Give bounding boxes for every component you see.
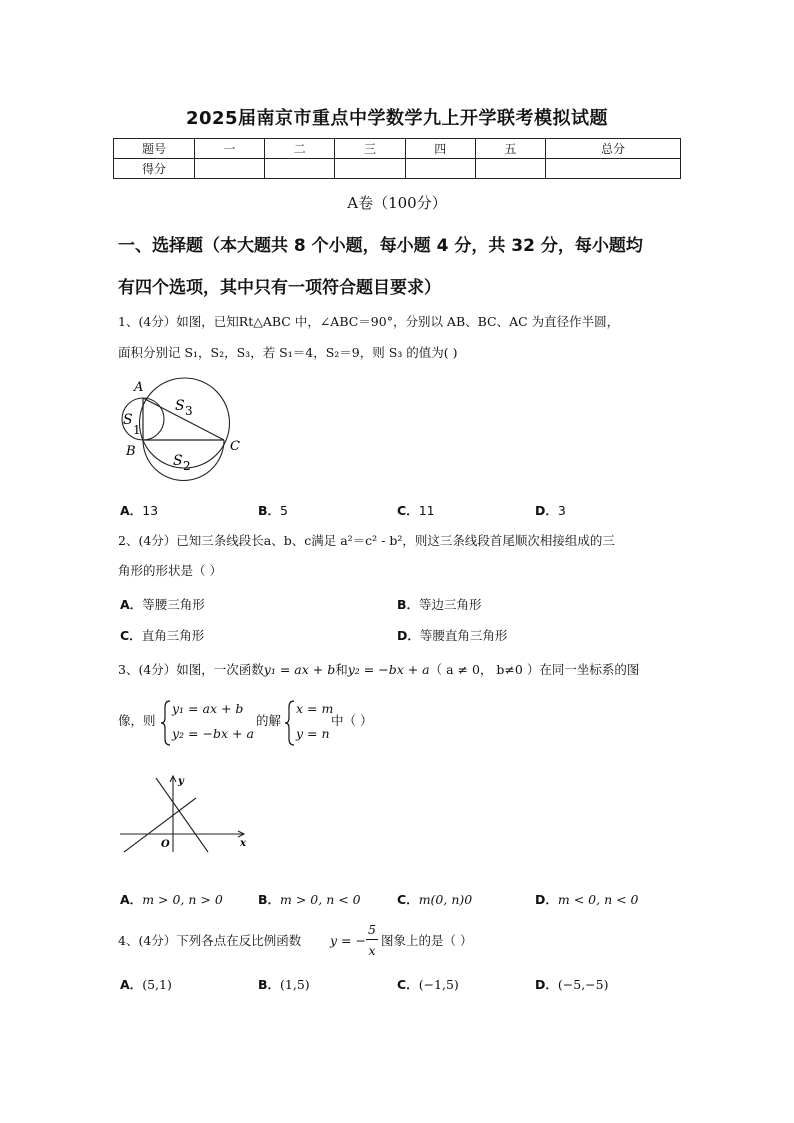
q4-fraction-bar — [366, 939, 378, 940]
q3-figure — [116, 772, 256, 856]
section-heading-line2: 有四个选项，其中只有一项符合题目要求） — [118, 278, 441, 298]
option-label: B． — [258, 977, 281, 992]
brace-icon — [284, 699, 296, 747]
option-text: m(0, n)0 — [418, 892, 473, 907]
score-header-cell: 五 — [475, 139, 545, 159]
option-text: 直角三角形 — [141, 628, 205, 643]
option-label: D． — [535, 892, 558, 907]
option-label: B． — [397, 597, 420, 612]
option-text: 13 — [142, 503, 159, 518]
option-text: 5 — [280, 503, 288, 518]
page-title: 2025届南京市重点中学数学九上开学联考模拟试题 — [185, 108, 609, 129]
axis-label-x: x — [240, 838, 246, 849]
q4-function-lhs: y = − — [330, 933, 366, 948]
label-s2: S — [173, 453, 183, 469]
volume-heading: A卷（100分） — [347, 194, 447, 212]
option-label: D． — [535, 977, 558, 992]
score-header-cell: 题号 — [114, 139, 195, 159]
q2-stem-line2: 角形的形状是（ ） — [118, 563, 222, 578]
q4-stem-prefix: 4、(4分）下列各点在反比例函数 — [118, 933, 302, 948]
option-label: B． — [258, 503, 281, 518]
label-s1: S — [123, 412, 133, 428]
score-row-label: 得分 — [114, 159, 195, 179]
origin-label: O — [161, 839, 170, 850]
label-b: B — [126, 444, 136, 459]
option-text: m > 0, n > 0 — [142, 892, 223, 907]
q4-option-b[interactable] — [258, 975, 310, 993]
q4-fraction-numerator: 5 — [368, 922, 376, 937]
option-text: (−5,−5) — [557, 977, 609, 992]
option-label: C． — [397, 977, 419, 992]
q2-option-b[interactable] — [397, 595, 482, 613]
q3-system1-bottom: y₂ = −bx + a — [172, 726, 254, 741]
q3-system2-top: x = m — [296, 701, 334, 716]
score-table — [113, 138, 681, 179]
option-text: (1,5) — [280, 977, 310, 992]
q3-option-d[interactable] — [535, 890, 639, 908]
q4-stem-suffix: 图象上的是（ ） — [381, 933, 473, 948]
q4-option-c[interactable] — [397, 975, 459, 993]
label-s3: S — [175, 398, 185, 414]
option-text: 等腰三角形 — [142, 597, 205, 612]
option-label: B． — [258, 892, 281, 907]
q3-formula-y2: y₂ = −bx + a — [347, 662, 430, 677]
q1-option-d[interactable] — [535, 501, 566, 519]
option-text: (−1,5) — [418, 977, 459, 992]
q2-option-d[interactable] — [397, 626, 507, 644]
option-label: C． — [120, 628, 142, 643]
q1-stem-line2: 面积分别记 S₁，S₂，S₃，若 S₁＝4，S₂＝9，则 S₃ 的值为( ) — [118, 345, 458, 360]
semicircle-s3 — [140, 378, 230, 468]
q3-text-suffix: 中（ ） — [331, 713, 373, 728]
score-cell[interactable] — [265, 159, 335, 179]
q1-stem-line1: 1、(4分）如图，已知Rt△ABC 中，∠ABC＝90°，分别以 AB、BC、AC 为直径作半圆， — [118, 314, 620, 329]
score-header-cell: 三 — [335, 139, 405, 159]
q3-system1-top: y₁ = ax + b — [172, 701, 244, 716]
label-c: C — [230, 439, 240, 454]
q3-text-solution: 的解 — [256, 713, 282, 728]
score-table-header-row — [114, 139, 681, 159]
q1-figure — [112, 372, 252, 492]
axis-label-y: y — [178, 776, 184, 787]
option-label: A． — [120, 892, 143, 907]
option-label: D． — [535, 503, 558, 518]
score-cell[interactable] — [335, 159, 405, 179]
score-header-cell: 四 — [405, 139, 475, 159]
q2-option-c[interactable] — [120, 626, 204, 644]
option-label: A． — [120, 977, 143, 992]
option-text: 等边三角形 — [419, 597, 482, 612]
line-y1 — [124, 798, 196, 852]
section-heading-line1: 一、选择题（本大题共 8 个小题，每小题 4 分，共 32 分，每小题均 — [118, 236, 643, 256]
q3-stem-line2-prefix: 像，则 — [118, 713, 156, 728]
option-text: 11 — [418, 503, 435, 518]
q3-formula-y1: y₁ = ax + b — [263, 662, 336, 677]
option-label: A． — [120, 597, 143, 612]
score-header-cell: 二 — [265, 139, 335, 159]
option-label: A． — [120, 503, 143, 518]
option-text: m < 0, n < 0 — [557, 892, 639, 907]
label-s2-sub: 2 — [183, 459, 191, 473]
label-s3-sub: 3 — [185, 404, 193, 418]
q4-option-a[interactable] — [120, 975, 172, 993]
q1-option-b[interactable] — [258, 501, 288, 519]
option-text: (5,1) — [142, 977, 172, 992]
option-label: C． — [397, 503, 419, 518]
score-cell[interactable] — [546, 159, 681, 179]
option-text: 等腰直角三角形 — [419, 628, 508, 643]
q2-stem-line1: 2、(4分）已知三条线段长a、b、c满足 a²＝c² - b²，则这三条线段首尾顺次相接组成的三 — [118, 533, 615, 548]
label-a: A — [134, 380, 144, 395]
q3-system2-bottom: y = n — [296, 726, 330, 741]
q3-text: 3、(4分）如图，一次函数 — [118, 662, 264, 677]
q3-option-b[interactable] — [258, 890, 361, 908]
option-label: D． — [397, 628, 420, 643]
q3-option-a[interactable] — [120, 890, 223, 908]
q4-fraction-denominator: x — [368, 943, 376, 958]
q3-text: 和 — [335, 662, 348, 677]
score-table-score-row — [114, 159, 681, 179]
brace-icon — [160, 699, 172, 747]
q2-option-a[interactable] — [120, 595, 205, 613]
score-cell[interactable] — [195, 159, 265, 179]
q3-option-c[interactable] — [397, 890, 472, 908]
q3-stem-line1 — [118, 662, 639, 678]
label-s1-sub: 1 — [133, 423, 141, 437]
q4-option-d[interactable] — [535, 975, 608, 993]
score-header-cell: 总分 — [546, 139, 681, 159]
score-cell[interactable] — [405, 159, 475, 179]
score-header-cell: 一 — [195, 139, 265, 159]
option-text: m > 0, n < 0 — [280, 892, 361, 907]
option-text: 3 — [557, 503, 566, 518]
q1-option-a[interactable] — [120, 501, 158, 519]
q3-text: （ a ≠ 0， b≠0 ）在同一坐标系的图 — [429, 662, 640, 677]
score-cell[interactable] — [475, 159, 545, 179]
q1-option-c[interactable] — [397, 501, 435, 519]
option-label: C． — [397, 892, 419, 907]
